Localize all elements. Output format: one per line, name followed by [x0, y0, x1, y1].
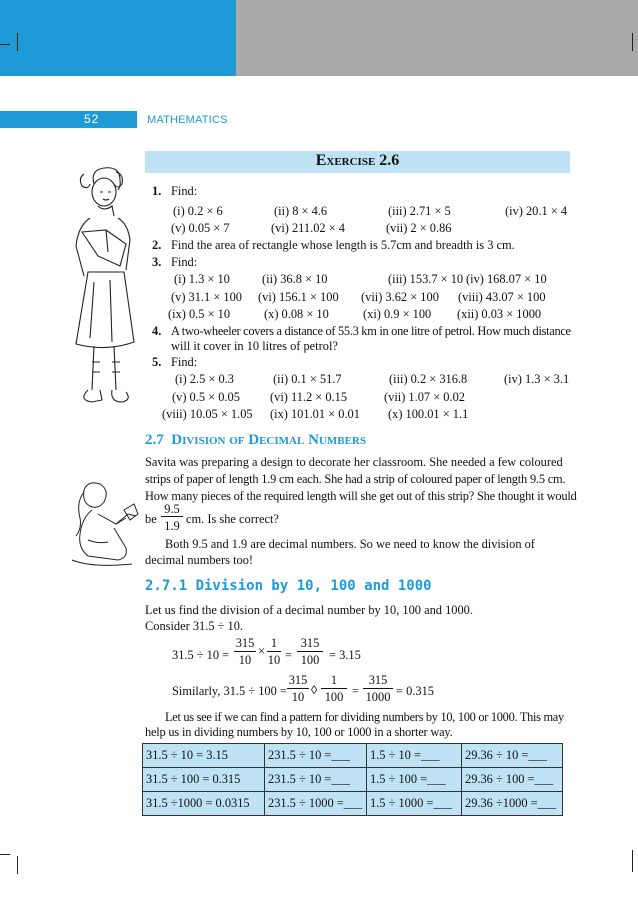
fraction-bar	[267, 651, 281, 652]
fraction-numerator: 1	[330, 673, 338, 687]
section-title: Division of Decimal Numbers	[171, 432, 366, 448]
q3-item: (ix) 0.5 × 10	[168, 307, 231, 321]
q3-item: (iv) 168.07 × 10	[466, 272, 547, 286]
q1-item: (vi) 211.02 × 4	[271, 221, 345, 235]
q5-item: (ix) 101.01 × 0.01	[270, 407, 360, 421]
section-number: 2.7	[145, 432, 164, 448]
q1-item: (iv) 20.1 × 4	[505, 204, 568, 218]
paragraph-line: Let us find the division of a decimal number by 10, 100 and 1000.	[145, 603, 473, 617]
crop-mark	[632, 33, 633, 51]
table-cell: 231.5 ÷ 10 =___	[265, 744, 367, 768]
equation-2-lhs: Similarly, 31.5 ÷ 100 =	[172, 684, 287, 698]
crop-mark	[0, 854, 10, 855]
header-band-blue	[0, 0, 236, 76]
fraction-denominator: 1000	[365, 690, 391, 704]
paragraph-line: Consider 31.5 ÷ 10.	[145, 619, 244, 633]
section-heading	[145, 432, 366, 449]
q1-item: (vii) 2 × 0.86	[386, 221, 452, 235]
paragraph-line: How many pieces of the required length will she get out of this strip? She thought it would	[145, 489, 577, 503]
exercise-title	[145, 152, 570, 170]
fraction-numerator: 315	[288, 673, 308, 687]
fraction-denominator: 10	[238, 653, 252, 667]
fraction-numerator: 9.5	[164, 502, 180, 516]
text-be: be	[145, 512, 157, 526]
paragraph-line: decimal numbers too!	[145, 553, 254, 567]
q2-text: Find the area of rectangle whose length is 5.7cm and breadth is 3 cm.	[171, 238, 515, 252]
q1-item: (ii) 8 × 4.6	[274, 204, 328, 218]
q5-item: (ii) 0.1 × 51.7	[273, 372, 342, 386]
q5-item: (x) 100.01 × 1.1	[388, 407, 469, 421]
q5-item: (vii) 1.07 × 0.02	[384, 390, 465, 404]
q5-item: (iv) 1.3 × 3.1	[504, 372, 570, 386]
subject-title: MATHEMATICS	[147, 114, 228, 126]
q5-item: (vi) 11.2 × 0.15	[270, 390, 348, 404]
table-cell: 31.5 ÷1000 = 0.0315	[143, 792, 265, 816]
table-cell: 29.36 ÷1000 =___	[462, 792, 563, 816]
q2-number: 2.	[152, 238, 162, 252]
q1-item: (v) 0.05 × 7	[171, 221, 230, 235]
q3-text: Find:	[171, 255, 198, 269]
table-row	[143, 792, 563, 816]
fraction-bar	[297, 651, 323, 652]
text-is-she-correct: cm. Is she correct?	[186, 512, 279, 526]
crop-mark	[17, 33, 18, 51]
paragraph-line: Savita was preparing a design to decorate her classroom. She needed a few coloured	[145, 455, 563, 469]
q4-number: 4.	[152, 324, 162, 338]
q5-item: (i) 2.5 × 0.3	[175, 372, 234, 386]
fraction-numerator: 315	[300, 636, 320, 650]
q1-text: Find:	[171, 184, 198, 198]
q3-item: (ii) 36.8 × 10	[262, 272, 328, 286]
exercise-title-number: 2.6	[379, 152, 400, 169]
table-cell: 29.36 ÷ 100 =___	[462, 768, 563, 792]
table-cell: 231.5 ÷ 1000 =___	[265, 792, 367, 816]
q5-item: (viii) 10.05 × 1.05	[162, 407, 253, 421]
fraction-numerator: 315	[235, 636, 255, 650]
page-number-band	[0, 111, 137, 128]
table-cell: 1.5 ÷ 100 =___	[367, 768, 462, 792]
fraction-bar	[363, 688, 393, 689]
table-cell: 1.5 ÷ 10 =___	[367, 744, 462, 768]
fraction-bar	[321, 688, 347, 689]
girl-cutting-paper-illustration	[62, 480, 142, 572]
fraction-bar	[287, 688, 309, 689]
q5-text: Find:	[171, 355, 198, 369]
q3-item: (i) 1.3 × 10	[174, 272, 230, 286]
q5-item: (iii) 0.2 × 316.8	[389, 372, 468, 386]
paragraph-line: strips of paper of length 1.9 cm each. She had a strip of coloured paper of length 9.5 cm.	[145, 472, 566, 486]
equation-2-result: = 0.315	[396, 684, 434, 698]
table-row	[143, 744, 563, 768]
subsection-heading: 2.7.1 Division by 10, 100 and 1000	[145, 578, 432, 594]
operator-equals: =	[352, 684, 359, 698]
fraction-numerator: 1	[270, 636, 278, 650]
operator-equals: =	[285, 648, 292, 662]
table-cell: 31.5 ÷ 100 = 0.315	[143, 768, 265, 792]
q1-item: (i) 0.2 × 6	[173, 204, 223, 218]
fraction-denominator: 1.9	[164, 519, 180, 533]
q3-item: (xi) 0.9 × 100	[363, 307, 432, 321]
q3-number: 3.	[152, 255, 162, 269]
table-cell: 31.5 ÷ 10 = 3.15	[143, 744, 265, 768]
crop-mark	[632, 850, 633, 872]
q5-item: (v) 0.5 × 0.05	[172, 390, 240, 404]
q4-text-line2: will it cover in 10 litres of petrol?	[171, 339, 338, 353]
q5-number: 5.	[152, 355, 162, 369]
q1-item: (iii) 2.71 × 5	[388, 204, 451, 218]
q3-item: (x) 0.08 × 10	[264, 307, 329, 321]
q1-number: 1.	[152, 184, 162, 198]
fraction-denominator: 100	[300, 653, 320, 667]
equation-1-result: = 3.15	[329, 648, 361, 662]
fraction-denominator: 100	[324, 690, 344, 704]
fraction-numerator: 315	[368, 673, 388, 687]
header-band-gray	[236, 0, 638, 76]
table-cell: 231.5 ÷ 10 =___	[265, 768, 367, 792]
fraction-denominator: 10	[291, 690, 305, 704]
q3-item: (xii) 0.03 × 1000	[457, 307, 542, 321]
q3-item: (vii) 3.62 × 100	[361, 290, 439, 304]
table-cell: 29.36 ÷ 10 =___	[462, 744, 563, 768]
girl-reading-illustration	[60, 162, 145, 414]
q3-item: (v) 31.1 × 100	[171, 290, 242, 304]
fraction-bar	[161, 516, 183, 517]
operator-times: ×	[258, 644, 265, 658]
q3-item: (viii) 43.07 × 100	[458, 290, 546, 304]
fraction-bar	[234, 651, 256, 652]
q4-text-line1: A two-wheeler covers a distance of 55.3 km in one litre of petrol. How much distance	[171, 324, 571, 338]
paragraph-line: help us in dividing numbers by 10, 100 or 1000 in a shorter way.	[145, 725, 453, 739]
table-row	[143, 768, 563, 792]
equation-1-lhs: 31.5 ÷ 10 =	[172, 648, 230, 662]
operator-multiply: ◊	[311, 683, 318, 697]
fraction-denominator: 10	[267, 653, 281, 667]
page-number: 52	[84, 112, 100, 126]
paragraph-line: Let us see if we can find a pattern for dividing numbers by 10, 100 or 1000. This may	[165, 710, 564, 724]
q3-item: (iii) 153.7 × 10	[388, 272, 464, 286]
crop-mark	[17, 856, 18, 874]
exercise-title-word: Exercise	[315, 152, 376, 169]
crop-mark	[0, 44, 10, 45]
paragraph-line: Both 9.5 and 1.9 are decimal numbers. So we need to know the division of	[165, 537, 535, 551]
q3-item: (vi) 156.1 × 100	[258, 290, 339, 304]
division-table	[142, 743, 563, 816]
table-cell: 1.5 ÷ 1000 =___	[367, 792, 462, 816]
